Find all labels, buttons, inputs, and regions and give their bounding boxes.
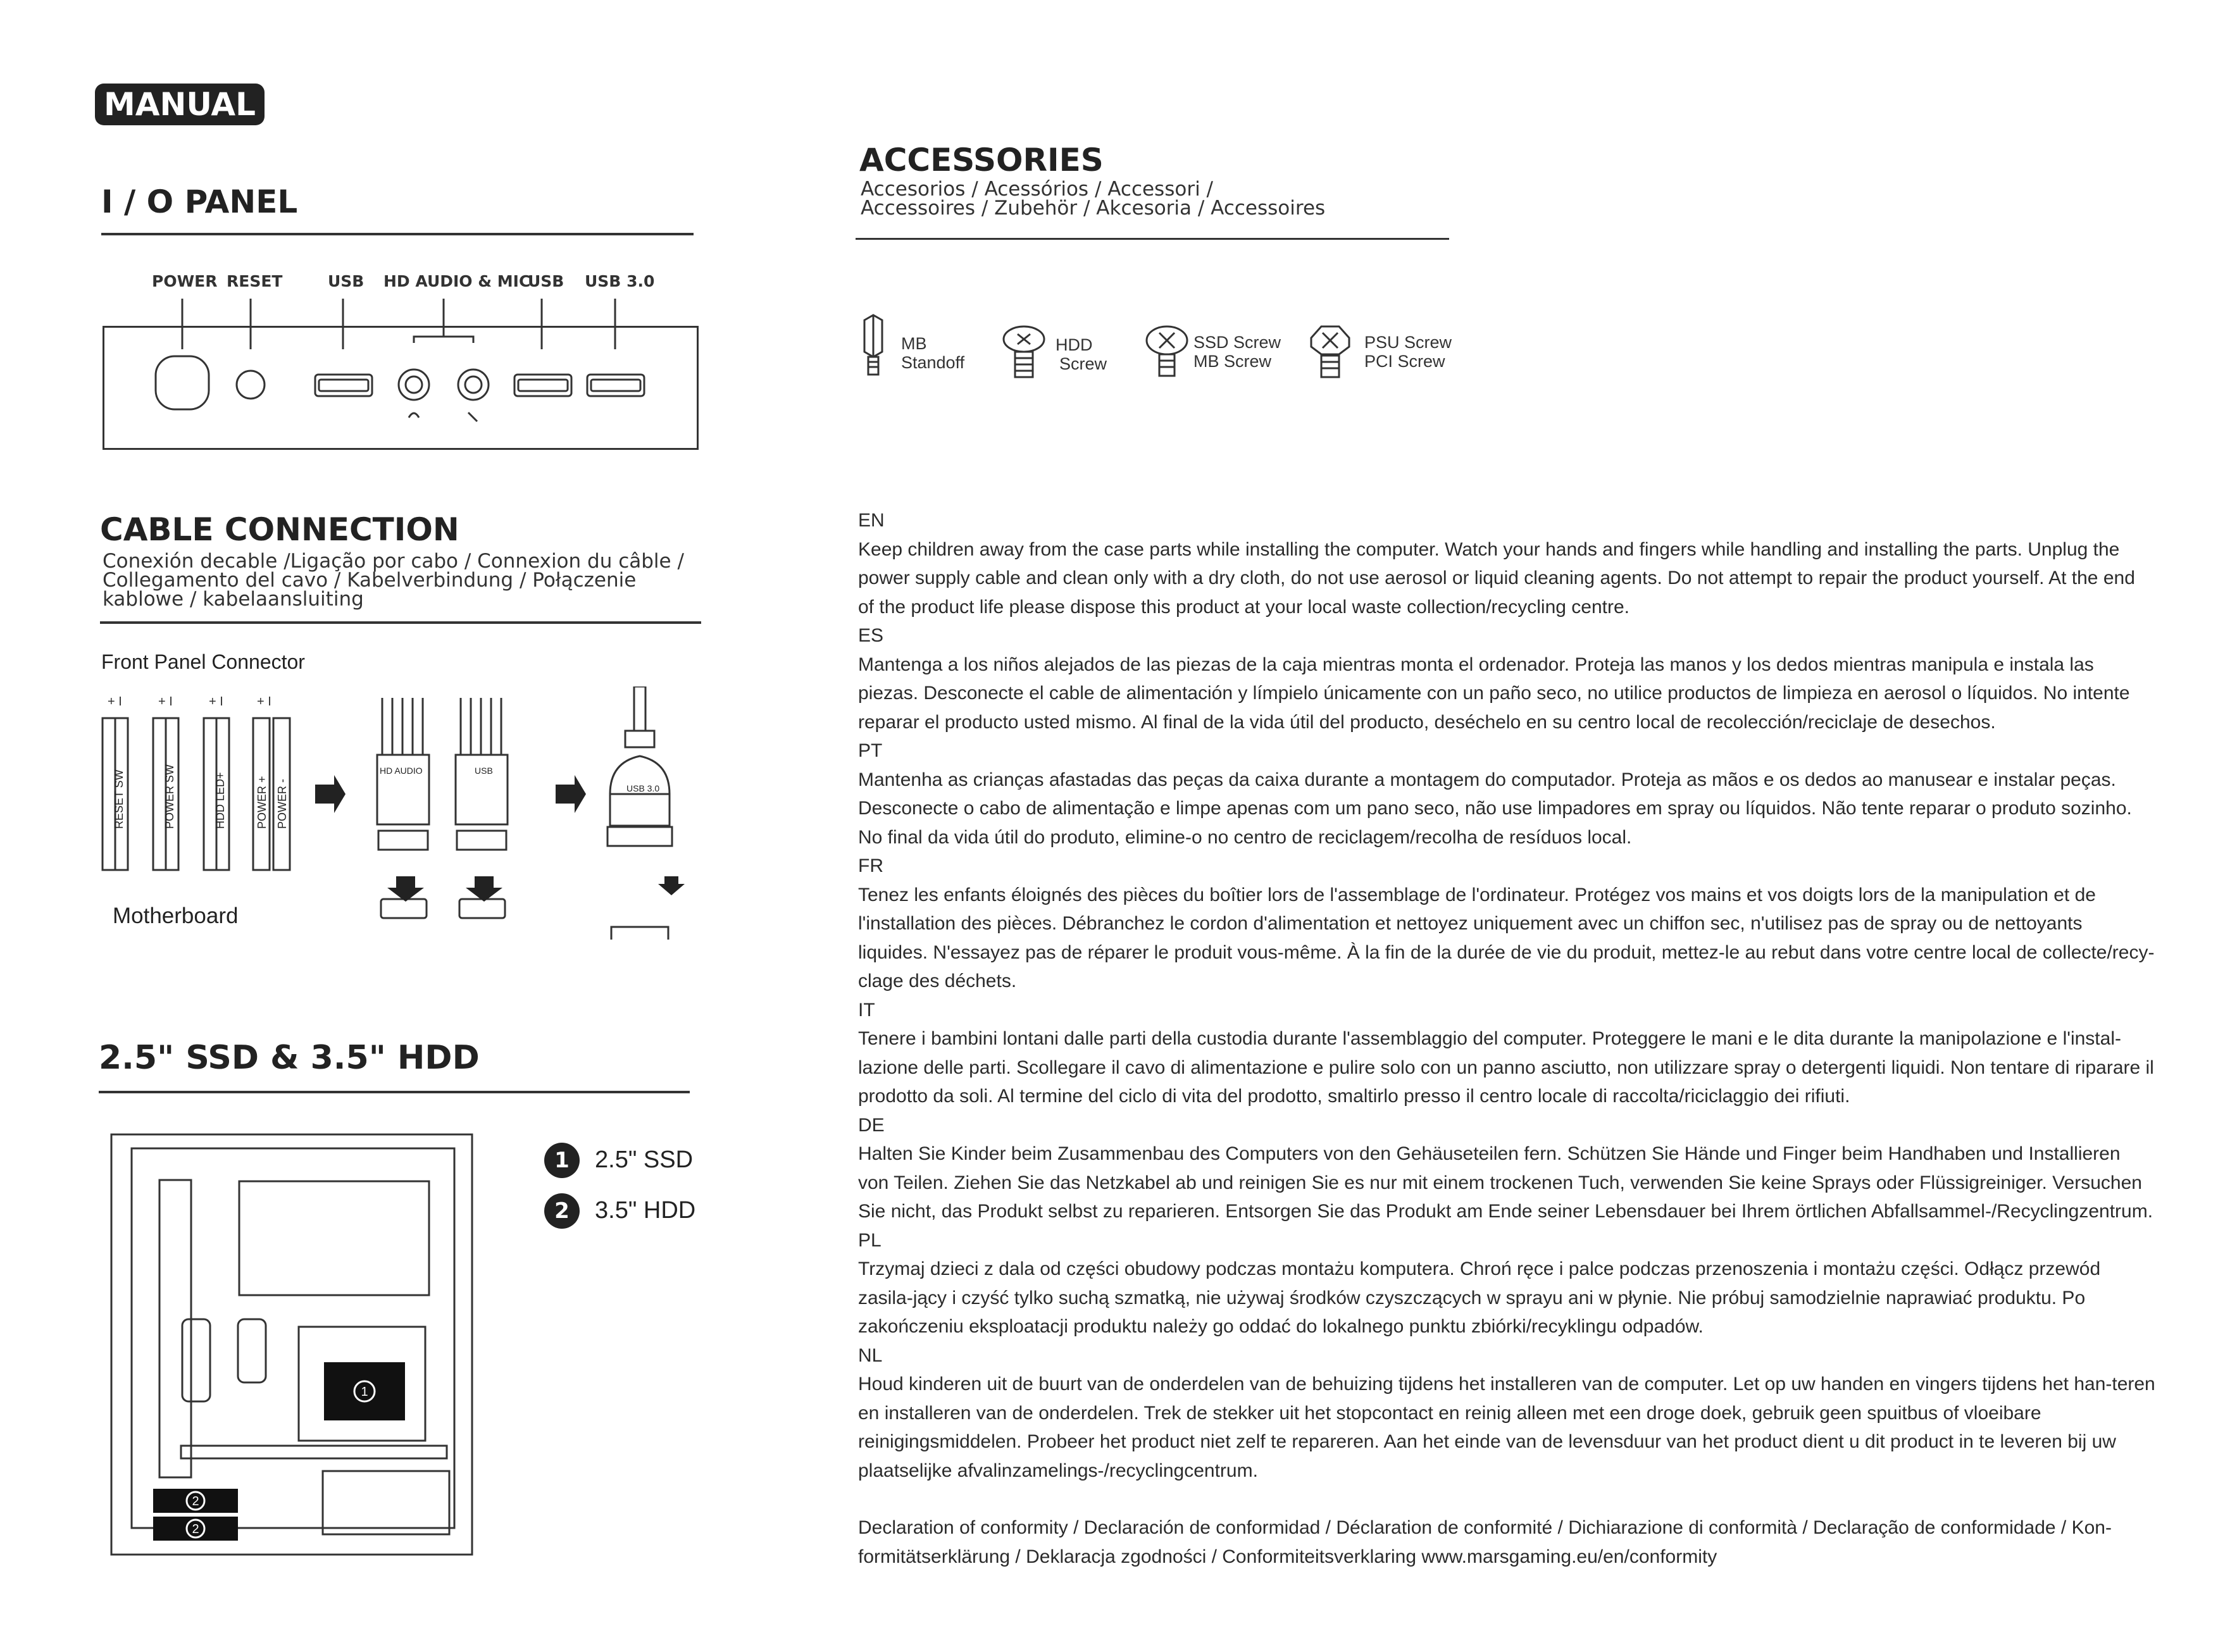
ssd-screw-icon [1144,324,1192,381]
header-label-hd-audio: HD AUDIO [380,766,423,776]
cable-subtitle-line: kablowe / kabelaansluiting [103,588,364,611]
svg-text:+ I: + I [257,695,271,709]
accessory-label-ssd-screw [1193,333,1281,371]
cable-title: CABLE CONNECTION [100,511,459,548]
io-label-power: POWER [152,272,218,290]
storage-title: 2.5" SSD & 3.5" HDD [99,1039,480,1077]
pin-label-power-plus: POWER + [256,776,268,829]
language-text-en: Keep children away from the case parts while installing the computer. Watch your hands and fingers while handling and installing the parts. Unplug the power supply cable and clean only with a dry cloth, do not use aerosol or liquid cleaning agents. Do not attempt to repair the product yourself. At the end of the product life please dispose this product at your local waste collection/recycling centre. [858,538,2135,618]
manual-badge: MANUAL [95,84,265,125]
declaration-of-conformity: Declaration of conformity / Declaración de conformidad / Déclaration de conformité / Dichiarazione di conformità / Declaração de conformidade / Kon-formitätserklärung / Deklaracja zgodności / Conformiteitsverklaring www.marsgaming.eu/en/conformity [858,1517,2112,1567]
cable-subtitle-line: Conexión decable /Ligação por cabo / Connexion du câble / [103,550,684,573]
front-panel-connector-label: Front Panel Connector [101,650,305,673]
svg-text:+ I: + I [209,695,223,709]
io-panel-drawing [101,291,696,449]
svg-text:2: 2 [192,1522,199,1536]
language-text-es: Mantenga a los niños alejados de las piezas de la caja mientras monta el ordenador. Proteja las manos y los dedos mientras manipula e instala las piezas. Desconecte el cable de alimentación y límpielo únicamente con un paño seco, no utilice productos de limpieza en aerosol o líquidos. No intente reparar el producto usted mismo. Al final de la vida útil del producto, deséchelo en su centro local de recolección/reciclaje de desechos. [858,654,2130,733]
language-text-de: Halten Sie Kinder beim Zusammenbau des Computers von den Gehäuseteilen fern. Schützen Sie Hände und Finger beim Handhaben und Installieren von Teilen. Ziehen Sie das Netzkabel ab und reinigen Sie es nur mit einem trockenen Tuch, verwenden Sie keine Sprays oder Flüssigreiniger. Versuchen Sie nicht, das Produkt selbst zu reparieren. Entsorgen Sie das Produkt am Ende seiner Lebensdauer bei Ihrem örtlichen Abfallsammel-/Recyclingzentrum. [858,1143,2153,1222]
accessory-label-line: PSU Screw [1364,333,1452,352]
io-label-usb-2: USB [528,272,564,290]
accessories-rule [856,238,1449,240]
accessory-label-hdd-screw [1056,335,1107,373]
io-panel-rule [101,233,694,235]
pin-label-power-sw: POWER SW [163,764,176,829]
legend-label-ssd: 2.5" SSD [595,1146,694,1173]
accessory-label-psu-screw [1364,333,1452,371]
legend-number-1: 1 [544,1143,580,1178]
accessory-label-line: MB [901,334,927,353]
accessory-label-line: MB Screw [1193,352,1272,371]
storage-rule [99,1091,690,1093]
language-text-nl: Houd kinderen uit de buurt van de onderdelen van de behuizing tijdens het installeren van de computer. Let op uw handen en vingers tijdens het han-teren en installeren van de onderdelen. Trek de stekker uit het stopcontact en reinig alleen met een droge doek, gebruik geen spuitbus of vloeibare reinigingsmiddelen. Probeer het product niet zelf te repareren. Aan het einde van de levensduur van het product dient u dit product in te leveren bij uw plaatselijke afvalinzamelings-/recyclingcentrum. [858,1374,2155,1481]
psu-screw-icon [1304,321,1357,385]
io-label-usb-1: USB [328,272,364,290]
language-code-fr: FR [858,855,883,876]
language-text-it: Tenere i bambini lontani dalle parti della custodia durante l'assemblaggio del computer. Proteggere le mani e le dita durante la manipolazione e l'instal-lazione delle parti. Scollegare il cavo di alimentazione e pulire solo con un panno asciutto, non utilizzare spray o detergenti liquidi. Non tentare di riparare il prodotto da soli. Al termine del ciclo di vita del prodotto, smaltirlo presso il centro locale di raccolta/riciclaggio dei rifiuti. [858,1028,2154,1107]
accessory-label-mb-standoff [901,334,964,372]
accessory-label-line: SSD Screw [1193,333,1281,352]
accessories-title: ACCESSORIES [859,142,1104,178]
accessory-label-line: Standoff [901,353,965,372]
language-code-en: EN [858,510,885,531]
legend-label-hdd: 3.5" HDD [595,1197,696,1224]
io-label-usb3: USB 3.0 [585,272,655,290]
pin-label-power-minus: POWER - [276,779,289,829]
cable-subtitle [103,552,684,609]
accessory-label-line: Screw [1059,354,1107,373]
accessories-subtitle-line: Accessoires / Zubehör / Akcesoria / Accessoires [861,197,1326,220]
pin-label-hdd-led: HDD LED+ [214,772,227,829]
language-text-pl: Trzymaj dzieci z dala od części obudowy podczas montażu komputera. Chroń ręce i palce podczas przenoszenia i montażu części. Odłącz przewód zasila-jący i czyść tylko suchą szmatką, nie używaj środków czyszczących w sprayu ani w płynie. Nie próbuj samodzielnie naprawiać produktu. Po zakończeniu eksploatacji produktu należy go oddać do lokalnego punktu zbiórki/recyklingu odpadów. [858,1258,2101,1337]
hdd-screw-icon [1001,324,1049,381]
language-code-pt: PT [858,740,883,761]
accessories-subtitle-line: Accesorios / Acessórios / Accessori / [861,178,1213,201]
language-code-pl: PL [858,1229,882,1251]
svg-text:+ I: + I [108,695,122,709]
accessory-label-line: HDD [1056,335,1093,354]
io-label-reset: RESET [227,272,283,290]
language-text-fr: Tenez les enfants éloignés des pièces du boîtier lors de l'assemblage de l'ordinateur. Protégez vos mains et vos doigts lors de la manipulation et de l'installation des pièces. Débranchez le cordon d'alimentation et nettoyez uniquement avec un chiffon sec, n'utilisez pas de spray ou de nettoyants liquides. N'essayez pas de réparer le produit vous-même. À la fin de la durée de vie du produit, mettez-le au rebut dans votre centre local de collecte/recy-clage des déchets. [858,884,2155,991]
language-code-de: DE [858,1114,885,1136]
svg-text:2: 2 [192,1494,199,1508]
cable-rule [100,621,701,624]
header-label-usb3: USB 3.0 [626,783,660,793]
mb-standoff-icon [856,311,894,381]
io-panel-title: I / O PANEL [101,183,298,220]
header-label-usb: USB [475,766,493,776]
safety-text-block [858,506,2155,1571]
legend-number-2: 2 [544,1193,580,1229]
io-label-hd-audio: HD AUDIO & MIC [383,272,531,290]
pin-label-reset-sw: RESET SW [113,769,125,829]
motherboard-label: Motherboard [113,904,239,928]
language-text-pt: Mantenha as crianças afastadas das peças da caixa durante a montagem do computador. Proteja as mãos e os dedos ao manusear e instalar peças. Desconecte o cabo de alimentação e limpe apenas com um pano seco, não use limpadores em spray ou líquidos. Não tente reparar o produto sozinho. No final da vida útil do produto, elimine-o no centro de reciclagem/recolha de resíduos local. [858,769,2132,848]
language-code-it: IT [858,999,875,1021]
cable-subtitle-line: Collegamento del cavo / Kabelverbindung / Połączenie [103,569,637,592]
language-code-es: ES [858,625,884,646]
case-drawing [108,1129,475,1572]
svg-text:+ I: + I [158,695,173,709]
svg-text:1: 1 [361,1385,368,1399]
accessories-subtitle [861,180,1325,218]
language-code-nl: NL [858,1345,883,1366]
cable-connection-drawing [95,686,696,940]
accessory-label-line: PCI Screw [1364,352,1445,371]
